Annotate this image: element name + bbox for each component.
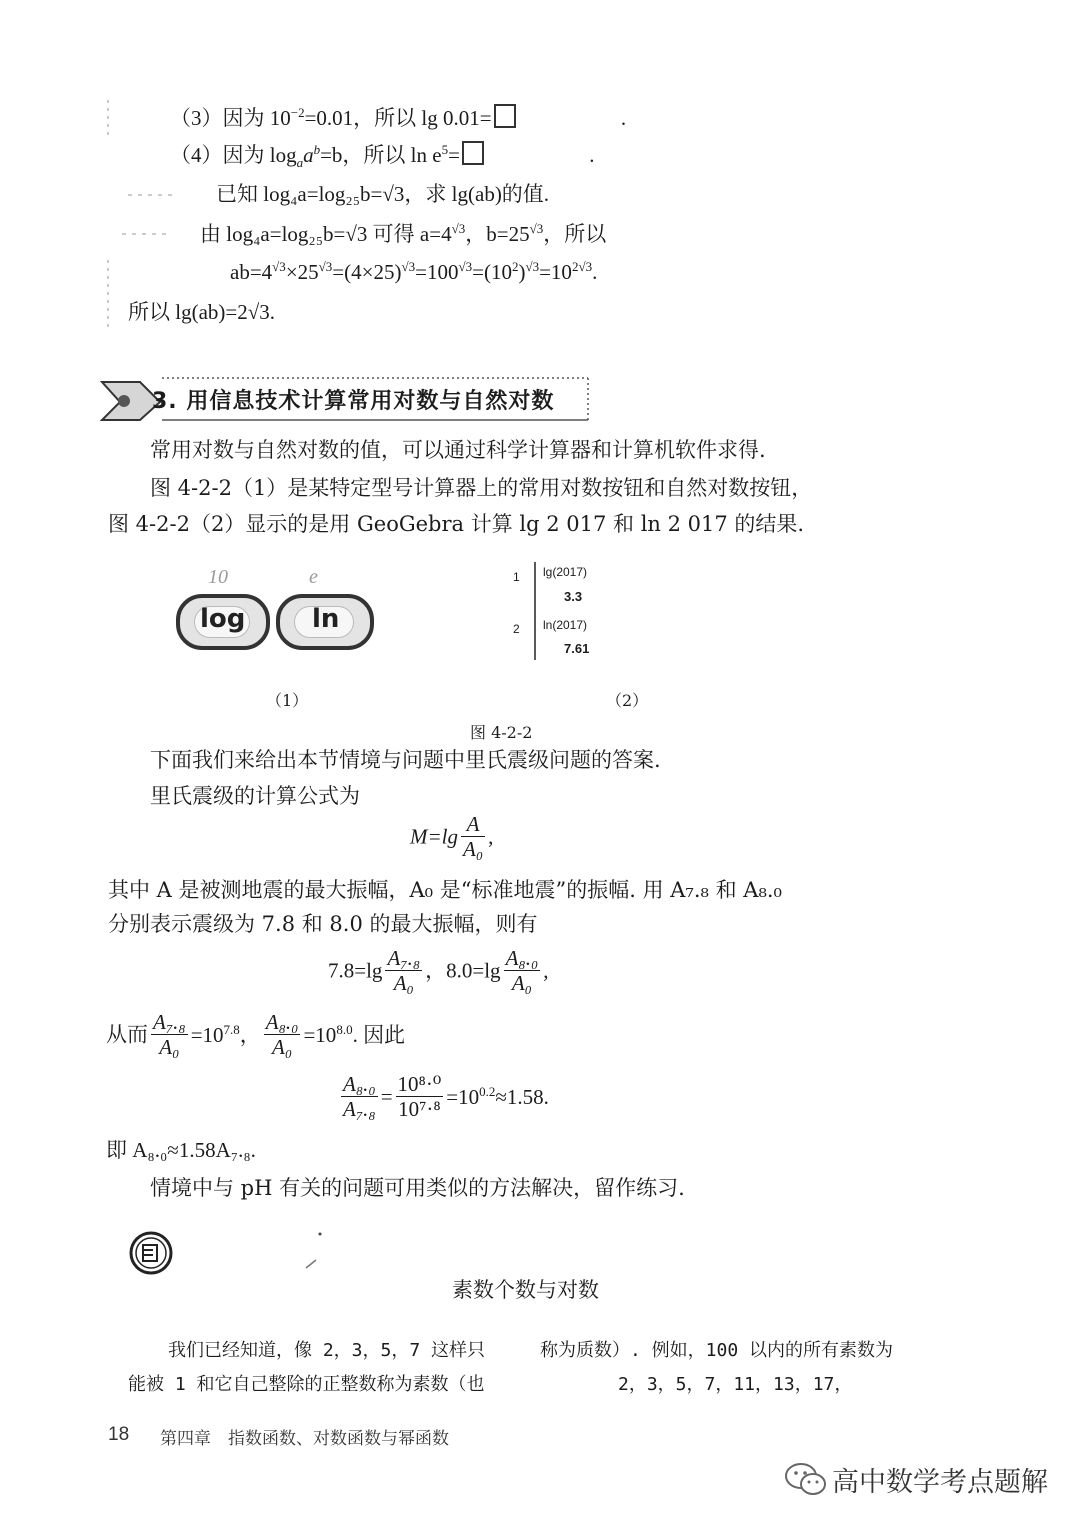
subfigure-caption-1: （1） <box>266 691 309 710</box>
section-title: 3. 用信息技术计算常用对数与自然对数 <box>152 389 555 414</box>
geogebra-expression: ln(2017) <box>543 618 588 632</box>
reading-title: 素数个数与对数 <box>452 1278 599 1302</box>
watermark-text: 高中数学考点题解 <box>832 1467 1048 1498</box>
reading-text: 能被 1 和它自己整除的正整数称为素数（也 <box>128 1374 485 1395</box>
answer-blank-box <box>462 141 484 165</box>
reading-text: 我们已经知道，像 2，3，5，7 这样只 <box>168 1340 486 1361</box>
paragraph: 里氏震级的计算公式为 <box>150 784 360 808</box>
ln-key-label: ln <box>312 604 340 634</box>
decorative-marks <box>300 1228 330 1274</box>
page-number: 18 <box>108 1424 130 1445</box>
exercise-line-4: （4）因为 $\log_aa^b=b$，所以 $\ln e^5=$ . <box>170 142 595 171</box>
geogebra-row-number: 2 <box>513 622 520 636</box>
subfigure-caption-2: （2） <box>606 691 649 710</box>
example-conclusion: 所以 lg(ab)=2√3. <box>128 300 276 324</box>
paragraph: 情境中与 pH 有关的问题可用类似的方法解决，留作练习. <box>150 1176 685 1200</box>
paragraph: 常用对数与自然对数的值，可以通过科学计算器和计算机软件求得. <box>150 438 766 462</box>
log-key-label: log <box>200 604 246 634</box>
chapter-footer: 第四章 指数函数、对数函数与幂函数 <box>160 1429 449 1449</box>
paragraph: 其中 A 是被测地震的最大振幅，A₀ 是“标准地震”的振幅. 用 A₇.₈ 和 A₈.₀ <box>108 878 782 902</box>
figure-caption: 图 4-2-2 <box>470 723 533 742</box>
wechat-icon <box>784 1460 828 1498</box>
formula-exponential: 从而 $\frac{\text{A₇.₈}}{\text{A₀}}$ $=10^{7.8}$， $\frac{\text{A₈.₀}}{\text{A₀}}$ $=10^{8.0}$. 因此 <box>106 1010 406 1059</box>
paragraph: 图 4-2-2（2）显示的是用 GeoGebra 计算 lg 2 017 和 ln 2 017 的结果. <box>108 512 805 536</box>
paragraph: 图 4-2-2（1）是某特定型号计算器上的常用对数按钮和自然对数按钮， <box>150 476 813 500</box>
example-solution-line-1: 由 log₄a=log₂₅b=√3 可得 $a=4^{√3}$，$b=25^{√3}$，所以 <box>200 221 607 246</box>
formula-ratio: $\frac{\text{A₈.₀}}{\text{A₇.₈}}$ = $\frac{\text{10⁸·⁰}}{\text{10⁷·⁸}}$ $=10^{0.2}\approx 1.58$. <box>343 1072 549 1121</box>
geogebra-result: 7.61 <box>564 641 590 656</box>
geogebra-divider <box>534 562 538 660</box>
example-question: 已知 log₄a=log₂₅b=√3，求 lg(ab)的值. <box>216 182 550 206</box>
ln-key <box>276 594 374 650</box>
answer-blank-box <box>494 104 516 128</box>
log-key-secondary-label: 10 <box>208 566 228 588</box>
paragraph: 即 A₈.₀≈1.58A₇.₈. <box>106 1138 256 1162</box>
formula-magnitudes: 7.8=lg $\frac{\text{A₇.₈}}{\text{A₀}}$ ，8.0=lg $\frac{\text{A₈.₀}}{\text{A₀}}$ , <box>328 946 549 995</box>
log-key <box>176 594 270 650</box>
geogebra-row-number: 1 <box>513 570 520 584</box>
paragraph: 下面我们来给出本节情境与问题中里氏震级问题的答案. <box>150 748 661 772</box>
example-solution-line-2: $ab=4^{√3}\times 25^{√3}=(4\times 25)^{√3}=100^{√3}=(10^2)^{√3}=10^{2√3}$. <box>230 259 598 284</box>
reading-icon <box>128 1230 174 1276</box>
exercise-line-3: （3）因为 $10^{-2}=0.01$，所以 lg 0.01= . <box>170 105 627 130</box>
reading-text: 2，3，5，7，11，13，17， <box>618 1374 853 1395</box>
reading-text: 称为质数）. 例如，100 以内的所有素数为 <box>540 1340 894 1361</box>
ln-key-secondary-label: e <box>309 566 318 588</box>
formula-richter: M=lg $\frac{A}{\text{A₀}}$ , <box>410 812 494 861</box>
paragraph: 分别表示震级为 7.8 和 8.0 的最大振幅，则有 <box>108 912 538 936</box>
geogebra-expression: lg(2017) <box>543 565 588 579</box>
geogebra-result: 3.3 <box>564 589 583 604</box>
